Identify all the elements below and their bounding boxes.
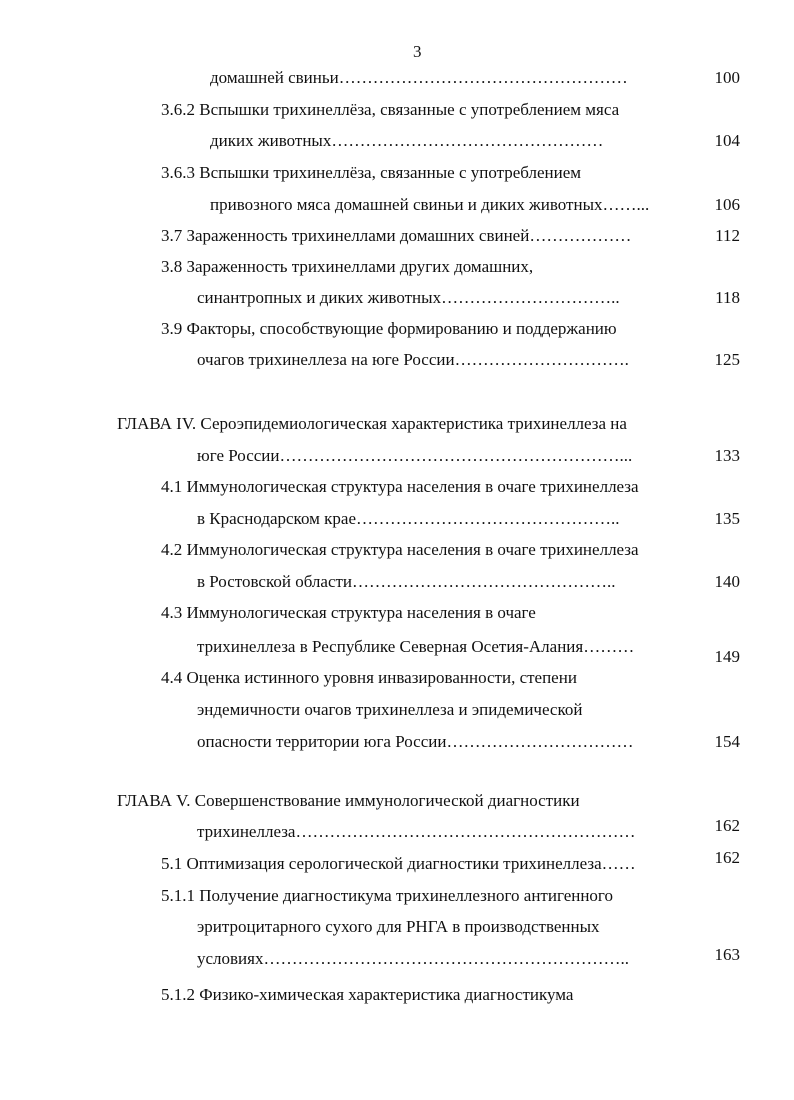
- toc-entry-text: 4.3 Иммунологическая структура населения в очаге: [161, 603, 536, 622]
- toc-entry-text: 4.1 Иммунологическая структура населения в очаге трихинеллеза: [161, 477, 639, 496]
- toc-page-number: 149: [714, 647, 740, 666]
- toc-page-number: 162: [714, 848, 740, 867]
- toc-entry-text: эритроцитарного сухого для РНГА в производственных: [197, 917, 600, 936]
- toc-entry-text: в Краснодарском крае………………………………………..: [197, 509, 620, 528]
- toc-page-number: 112: [715, 226, 740, 245]
- toc-page-number: 140: [714, 572, 740, 591]
- toc-page-number: 154: [714, 732, 740, 751]
- toc-page-number: 125: [714, 350, 740, 369]
- toc-entry-text: синантропных и диких животных…………………………..: [197, 288, 620, 307]
- toc-entry-text: привозного мяса домашней свиньи и диких животных……...: [210, 195, 650, 214]
- toc-entry-text: 3.6.3 Вспышки трихинеллёза, связанные с употреблением: [161, 163, 582, 182]
- toc-entry-text: 3.9 Факторы, способствующие формированию и поддержанию: [161, 319, 617, 338]
- toc-entry-text: 4.4 Оценка истинного уровня инвазированности, степени: [161, 668, 577, 687]
- toc-entry-text: 3.8 Зараженность трихинеллами других домашних,: [161, 257, 534, 276]
- toc-entry-text: домашней свиньи……………………………………………: [210, 68, 628, 87]
- toc-entry-text: 3.6.2 Вспышки трихинеллёза, связанные с употреблением мяса: [161, 100, 620, 119]
- toc-entry-text: эндемичности очагов трихинеллеза и эпидемической: [197, 700, 583, 719]
- toc-entry-text: 5.1.1 Получение диагностикума трихинеллезного антигенного: [161, 886, 613, 905]
- toc-chapter-title: ГЛАВА V. Совершенствование иммунологической диагностики: [117, 791, 580, 810]
- toc-entry-text: в Ростовской области………………………………………..: [197, 572, 616, 591]
- toc-entry-text: 5.1 Оптимизация серологической диагностики трихинеллеза……: [161, 854, 636, 873]
- toc-page-number: 133: [714, 446, 740, 465]
- toc-page-number: 106: [714, 195, 740, 214]
- page-number: 3: [413, 42, 422, 61]
- toc-entry-text: 4.2 Иммунологическая структура населения в очаге трихинеллеза: [161, 540, 639, 559]
- toc-entry-text: трихинеллеза……………………………………………………: [197, 822, 636, 841]
- toc-page-number: 162: [714, 816, 740, 835]
- toc-page-number: 118: [715, 288, 740, 307]
- toc-entry-text: очагов трихинеллеза на юге России………………………….: [197, 350, 629, 369]
- toc-page-number: 100: [714, 68, 740, 87]
- toc-page-number: 163: [714, 945, 740, 964]
- toc-entry-text: диких животных…………………………………………: [210, 131, 604, 150]
- toc-entry-text: опасности территории юга России……………………………: [197, 732, 634, 751]
- toc-entry-text: 3.7 Зараженность трихинеллами домашних свиней………………: [161, 226, 632, 245]
- toc-chapter-title: ГЛАВА IV. Сероэпидемиологическая характеристика трихинеллеза на: [117, 414, 627, 433]
- toc-page-number: 104: [714, 131, 740, 150]
- toc-page-number: 135: [714, 509, 740, 528]
- toc-entry-text: 5.1.2 Физико-химическая характеристика диагностикума: [161, 985, 574, 1004]
- toc-entry-text: трихинеллеза в Республике Северная Осетия-Алания………: [197, 637, 635, 656]
- toc-entry-text: юге России……………………………………………………...: [197, 446, 633, 465]
- toc-entry-text: условиях………………………………………………………..: [197, 949, 629, 968]
